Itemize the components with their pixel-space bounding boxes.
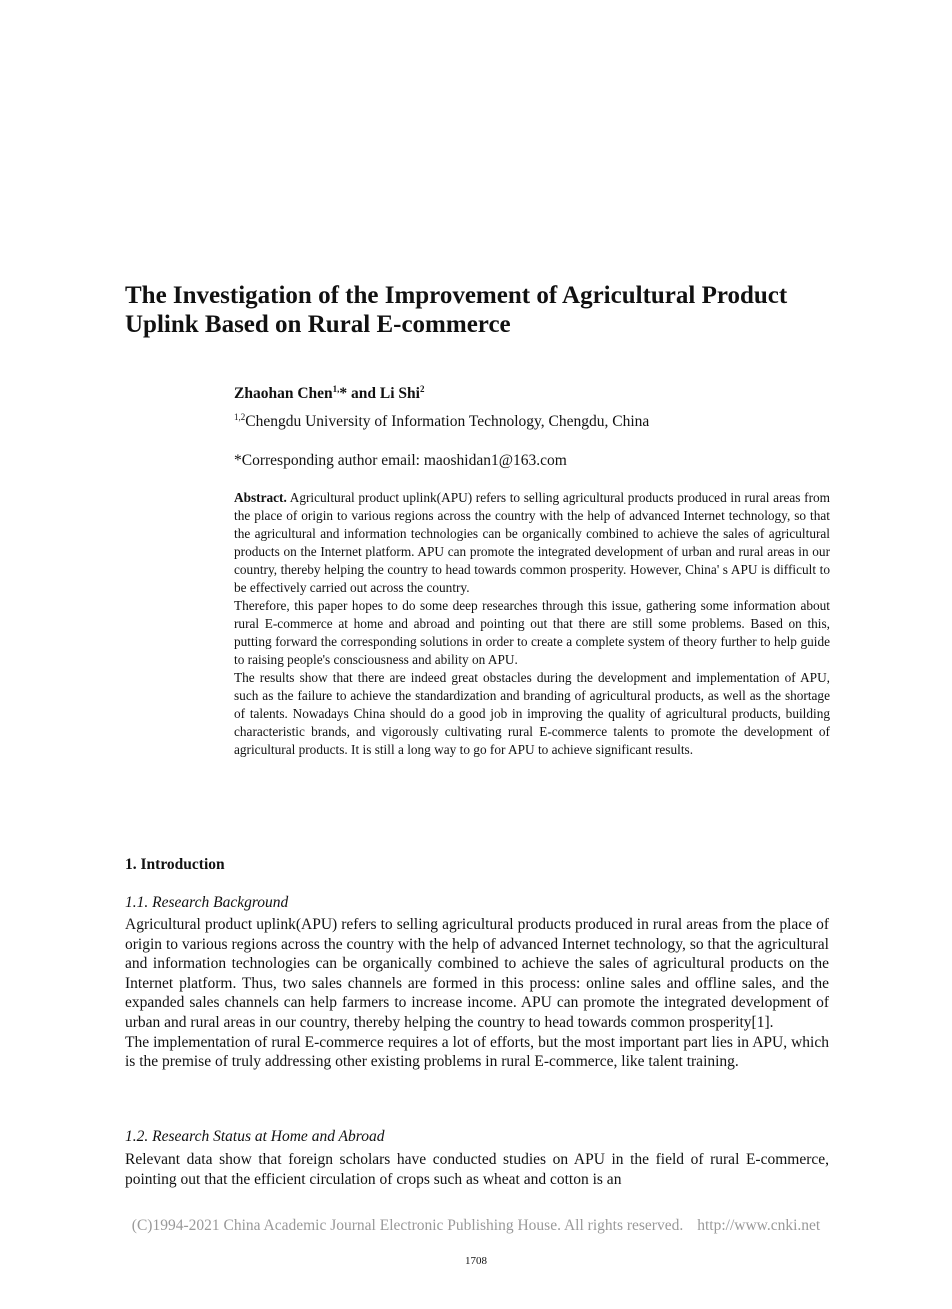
title-line-1: The Investigation of the Improvement of Agricultural Product bbox=[125, 282, 788, 309]
abstract bbox=[234, 489, 830, 759]
page-number: 1708 bbox=[465, 1255, 487, 1267]
abstract-paragraph-2: Therefore, this paper hopes to do some deep researches through this issue, gathering some information about rural E-commerce at home and abroad and pointing out that there are still some problems. Based on this, putting forward the corresponding solutions in order to create a complete system of theory further to help guide to raising people's consciousness and ability on APU. bbox=[234, 598, 830, 667]
section-heading-introduction: 1. Introduction bbox=[125, 856, 225, 873]
corresponding-author: *Corresponding author email: maoshidan1@163.com bbox=[234, 452, 567, 469]
paper-title bbox=[125, 281, 845, 339]
research-background-body bbox=[125, 915, 829, 1072]
affiliation-sup: 1,2 bbox=[234, 412, 246, 422]
copyright-notice bbox=[0, 1217, 952, 1235]
author-name-2: * and Li Shi bbox=[339, 385, 420, 402]
subsection-heading-research-status: 1.2. Research Status at Home and Abroad bbox=[125, 1128, 385, 1145]
body-paragraph: Agricultural product uplink(APU) refers to selling agricultural products produced in rural areas from the place of origin to various regions across the country with the help of advanced Internet technology, so that the agricultural and information technologies can be organically combined to achieve the sales of agricultural products on the Internet platform. Thus, two sales channels are formed in this process: online sales and offline sales, and the expanded sales channels can help farmers to increase income. APU can promote the integrated development of urban and rural areas in our country, thereby helping the country to head towards common prosperity[1]. bbox=[125, 916, 829, 1031]
author-list bbox=[234, 384, 424, 403]
subsection-heading-research-background: 1.1. Research Background bbox=[125, 894, 289, 911]
body-paragraph: Relevant data show that foreign scholars have conducted studies on APU in the field of rural E-commerce, pointing out that the efficient circulation of crops such as wheat and cotton is an bbox=[125, 1151, 829, 1188]
copyright-text: (C)1994-2021 China Academic Journal Electronic Publishing House. All rights reserved. bbox=[131, 1217, 684, 1234]
cnki-link[interactable]: http://www.cnki.net bbox=[697, 1217, 821, 1234]
affiliation bbox=[234, 412, 649, 431]
research-status-body bbox=[125, 1150, 829, 1189]
abstract-label: Abstract. bbox=[234, 490, 287, 505]
abstract-paragraph-3: The results show that there are indeed great obstacles during the development and implementation of APU, such as the failure to achieve the standardization and branding of agricultural products, as well as the shortage of talents. Nowadays China should do a good job in improving the quality of agricultural products, building characteristic brands, and vigorously cultivating rural E-commerce talents to promote the development of agricultural products. It is still a long way to go for APU to achieve significant results. bbox=[234, 670, 830, 757]
title-line-2: Uplink Based on Rural E-commerce bbox=[125, 311, 511, 338]
author-name-1: Zhaohan Chen bbox=[234, 385, 333, 402]
author-affil-sup-1: 1, bbox=[332, 384, 340, 394]
abstract-paragraph-1 bbox=[234, 489, 830, 597]
body-paragraph: The implementation of rural E-commerce requires a lot of efforts, but the most important part lies in APU, which is the premise of truly addressing other existing problems in rural E-commerce, like talent training. bbox=[125, 1033, 829, 1071]
author-affil-sup-2: 2 bbox=[419, 384, 425, 394]
abstract-paragraph-1-text: Agricultural product uplink(APU) refers to selling agricultural products produced in rural areas from the place of origin to various regions across the country with the help of advanced Internet technology, so that the agricultural and information technologies can be organically combined to achieve the sales of agricultural products on the Internet platform. APU can promote the integrated development of urban and rural areas in our country, thereby helping the country to head towards common prosperity. However, China' s APU is difficult to be effectively carried out across the country. bbox=[234, 490, 830, 595]
affiliation-text: Chengdu University of Information Technology, Chengdu, China bbox=[245, 413, 650, 430]
